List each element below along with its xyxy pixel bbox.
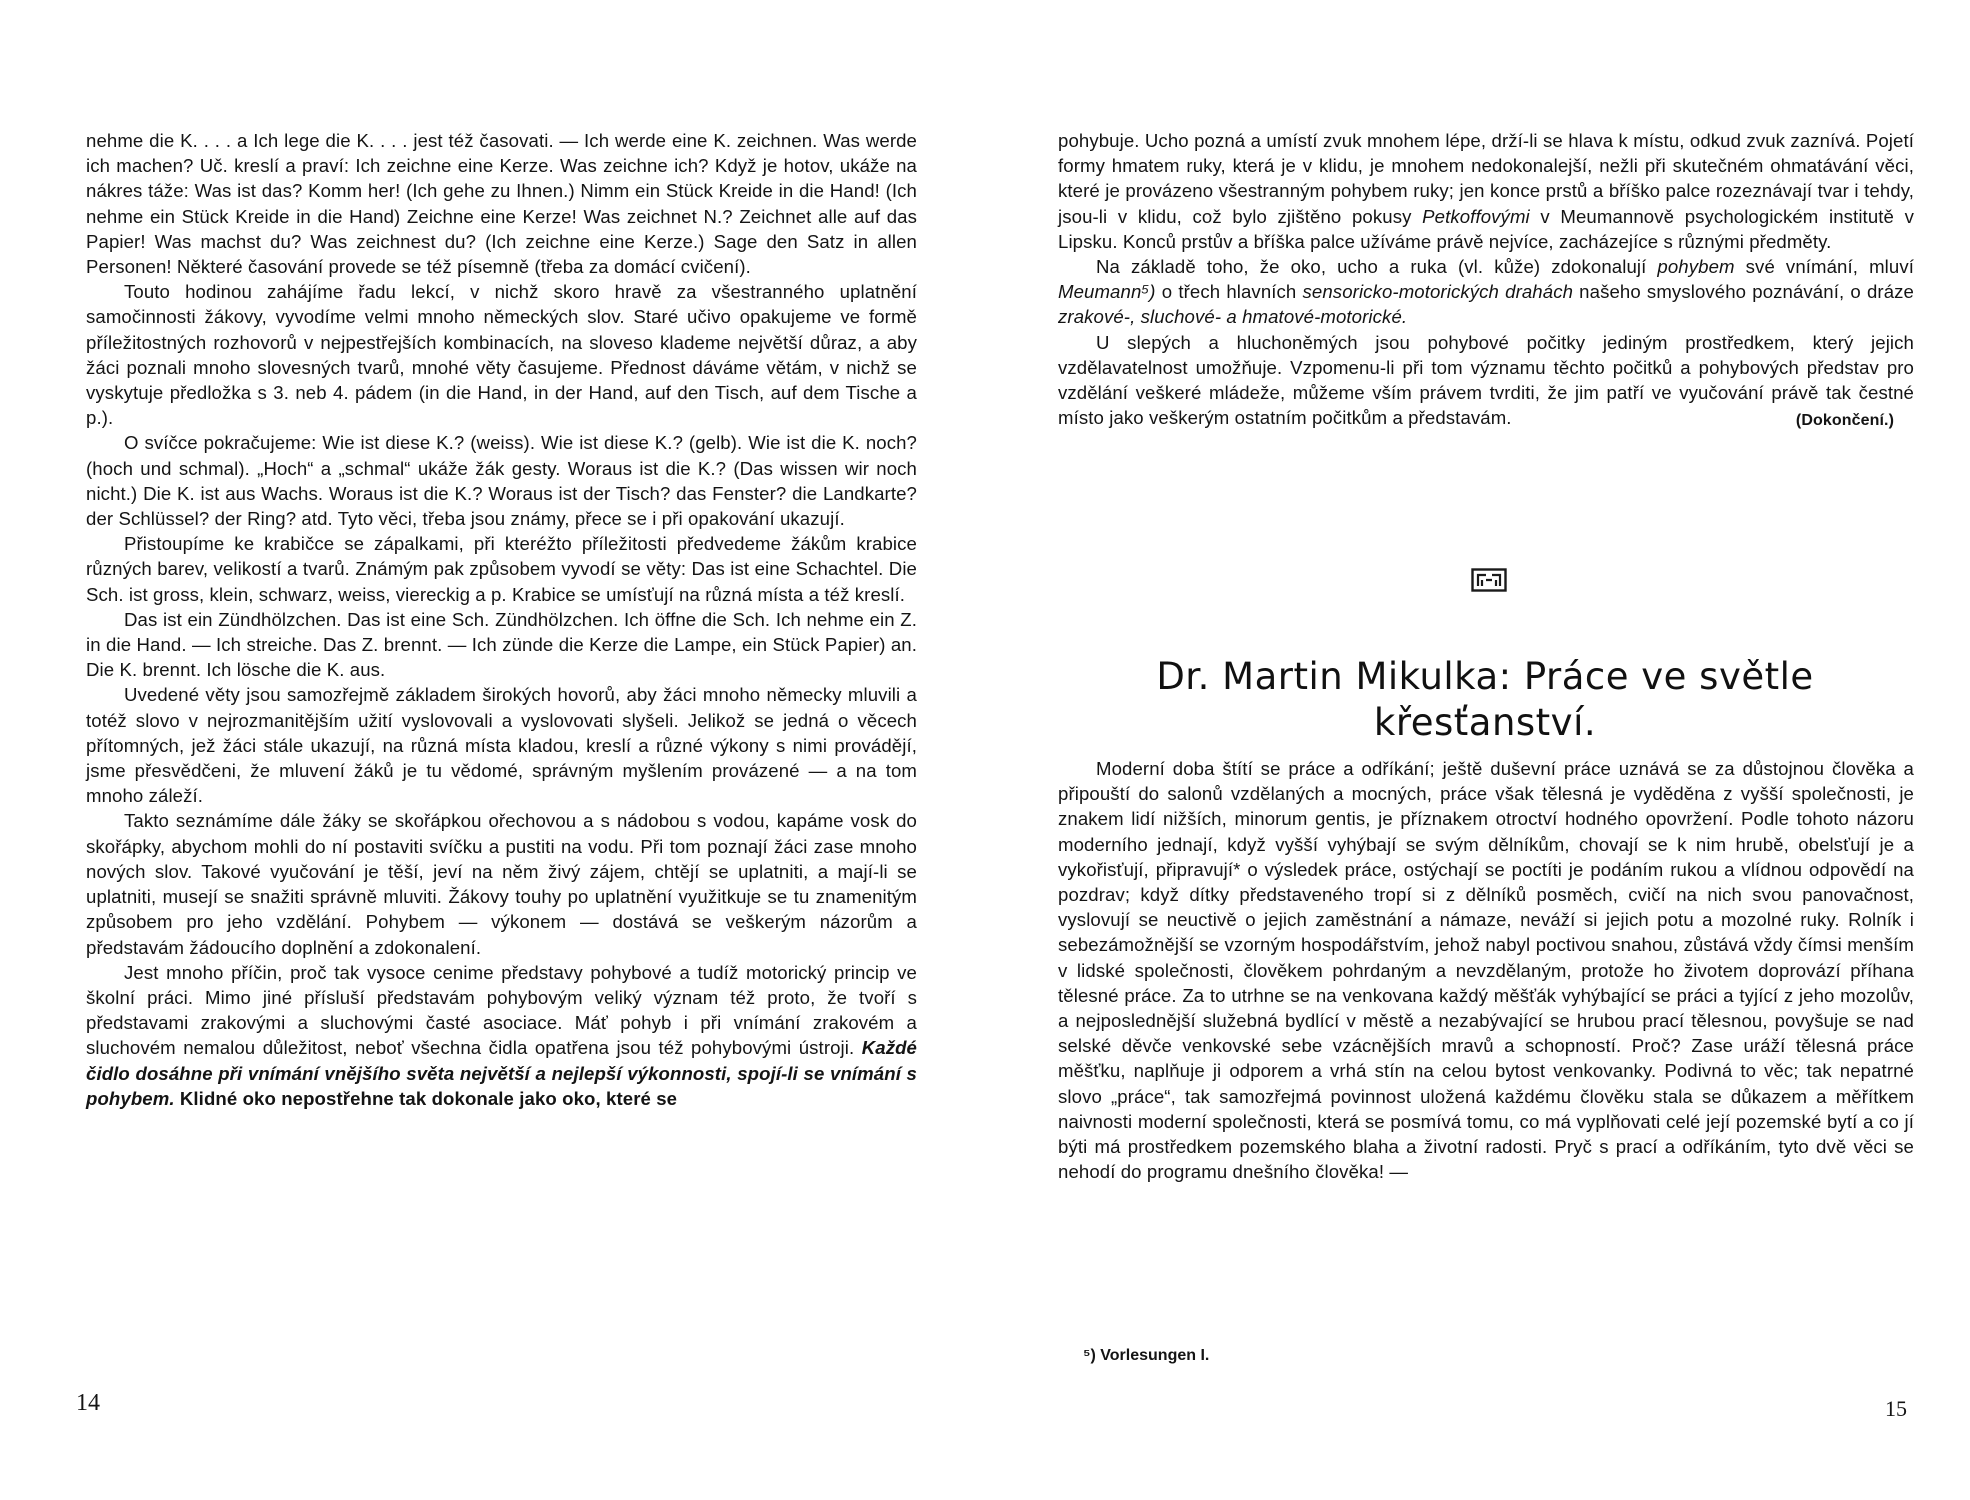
- right-page: [985, 0, 1970, 1500]
- paragraph: Moderní doba štítí se práce a odříkání; ještě duševní práce uznává se za důstojnou člověka a připouští do salonů vzdělaných a mocných, práce však tělesná je vyděděna z vyšší společnosti, je znakem lidí nižších, minorum gentis, je příznakem otroctví hodného opovržení. Podle tohoto názoru moderního jednají, když vyšší vyhýbají se svým dělníkům, chovají se k nim hrubě, obelsťují je a vykořisťují, připravují* o výsledek práce, ostýchají se poctíti je podáním rukou a vlídnou odpovědí na pozdrav; když dítky představeného tropí si z dělníků posměch, cvičí na nich svou panovačnost, vyslovují se neuctivě o jejich zaměstnání a námaze, neváží si jejich potu a mozolné ruky. Rolník i sebezámožnější se vzorným hospodářstvím, jehož nabyl poctivou snahou, zůstává vždy čímsi menším v lidské společnosti, člověkem pohrdaným a nevzdělaným, protože ho životem doprovází příhana tělesné práce. Za to utrhne se na venkovana každý měšťák vyhýbající se práci a tyjící z jeho mozolův, a nejposlednější služebná bydlící v městě a nezabývající se hrubou prací tělesnou, povyšuje se nad selské děvče venkovské sebe vzácnějších mravů a schopností. Proč? Zase uráží tělesná práce měšťku, naplňuje ji odporem a vrhá stín na celou bytost venkovanky. Podivná to věc; tak nepatrné slovo „práce“, tak samozřejmá povinnost uložená každému člověku stala se důkazem a měřítkem naivnosti moderní společnosti, která se posmívá tomu, co má vyplňovati celé její pozemské bytí a co jí býti má prostředkem pozemského blaha a životní radosti. Pryč s prací a odříkáním, tyto dvě věci se nehodí do programu dnešního člověka! —: [1058, 758, 1914, 1183]
- paragraph-text: pohybuje. Ucho pozná a umístí zvuk mnohem lépe, drží-li se hlava k místu, odkud zvuk zaznívá. Pojetí formy hmatem ruky, která je v klidu, je mnohem nedokonalejší, nežli při skutečném ohmatávání věci, které je provázeno všestranným pohybem ruky; jen konce prstů a bříško palce rozeznávají tvar i tehdy, jsou-li v klidu, což bylo zjištěno pokusy: [1058, 130, 1914, 227]
- emphasis-text: pohybem: [1657, 256, 1735, 278]
- paragraph: U slepých a hluchoněmých jsou pohybové počitky jediným prostředkem, který jejich vzdělavatelnost umožňuje. Vzpomenu-li při tom významu těchto počitků a pohybových představ pro vzdělání veškeré mládeže, můžeme vším právem tvrditi, že jim patří ve vyučování právě tak čestné místo jako veškerým ostatním počitkům a představám.: [1058, 331, 1914, 429]
- paragraph-text: své vnímání, mluví: [1734, 256, 1914, 278]
- paragraph: Takto seznámíme dále žáky se skořápkou ořechovou a s nádobou s vodou, kapáme vosk do skořápky, abychom mohli do ní postaviti svíčku a pustiti na vodu. Při tom poznají žáci zase mnoho nových slov. Takové vyučování je těší, jeví na něm živý zájem, chtějí se uplatniti, a mají-li se uplatniti, musejí se snažiti správně mluviti. Žákovy touhy po uplatnění využitkuje se tu znamenitým způsobem pro jeho vzdělání. Pohybem — výkonem — dostává se veškerým názorům a představám žádoucího doplnění a zdokonalení.: [86, 810, 917, 958]
- paragraph-text: o třech hlavních: [1155, 281, 1303, 303]
- paragraph: O svíčce pokračujeme: Wie ist diese K.? (weiss). Wie ist diese K.? (gelb). Wie ist die K. noch? (hoch und schmal). „Hoch“ a „schmal“ ukáže žák gesty. Woraus ist die K.? (Das wissen wir noch nicht.) Die K. ist aus Wachs. Woraus ist die K.? Woraus ist der Tisch? das Fenster? die Landkarte? der Schlüssel? der Ring? atd. Tyto věci, třeba jsou známy, přece se i při opakování ukazují.: [86, 432, 917, 530]
- right-page-text: [1058, 128, 1914, 434]
- article-heading: [1075, 654, 1895, 746]
- left-page-text: [86, 128, 917, 1111]
- continuation-note: (Dokončení.): [1795, 412, 1894, 430]
- decorative-fleuron-icon: [1471, 568, 1507, 592]
- paragraph-text: našeho smyslového poznávání, o dráze: [1573, 281, 1914, 303]
- paragraph: Uvedené věty jsou samozřejmě základem širokých hovorů, aby žáci mnoho německy mluvili a totéž slovo v nejrozmanitějším užití vyslovovali a vyslovovati slyšeli. Jelikož se jedná o věcech přítomných, jež žáci stále ukazují, na různá místa kladou, kreslí a různé výkony s nimi provádějí, jsme přesvědčeni, že mluvení žáků je tu vědomé, správným myšlením provázené — a na tom mnoho záleží.: [86, 684, 917, 807]
- paragraph: nehme die K. . . . a Ich lege die K. . . . jest též časovati. — Ich werde eine K. zeichnen. Was werde ich machen? Uč. kreslí a praví: Ich zeichne eine Kerze. Was zeichne ich? Když je hotov, ukáže na nákres táže: Was ist das? Komm her! (Ich gehe zu Ihnen.) Nimm ein Stück Kreide in die Hand! (Ich nehme ein Stück Kreide in die Hand) Zeichne eine Kerze! Was zeichnet N.? Zeichnet alle auf das Papier! Was machst du? Was zeichnest du? (Ich zeichne eine Kerze.) Sage den Satz in allen Personen! Některé časování provede se též písemně (třeba za domácí cvičení).: [86, 130, 917, 278]
- emphasis-text: Každé čidlo dosáhne při vnímání vnějšího světa největší a nejlepší výkonnosti, spojí-li se vnímání s pohybem.: [86, 1037, 917, 1109]
- heading-line: Dr. Martin Mikulka: Práce ve světle: [1156, 655, 1814, 698]
- paragraph-text: v Meumannově psychologickém institutě v Lipsku. Konců prstův a bříška palce užíváme právě nejvíce, zacházejíce s různými předměty.: [1058, 205, 1914, 252]
- emphasis-text: sensoricko-motorických drahách: [1302, 281, 1574, 303]
- heading-line: křesťanství.: [1373, 701, 1597, 744]
- paragraph: [1058, 254, 1914, 330]
- page-number: 15: [1885, 1396, 1907, 1421]
- emphasis-text: Meumann⁵): [1058, 281, 1156, 303]
- article-text: [1058, 756, 1914, 1184]
- paragraph: [1058, 128, 1914, 254]
- paragraph: Přistoupíme ke krabičce se zápalkami, při kteréžto příležitosti předvedeme žákům krabice různých barev, velikostí a tvarů. Známým pak způsobem vyvodí se věty: Das ist eine Schachtel. Die Sch. ist gross, klein, schwarz, weiss, viereckig a p. Krabice se umísťují na různá místa a též kreslí.: [86, 533, 917, 605]
- emphasis-text: zrakové-, sluchové- a hmatové-motorické.: [1058, 306, 1408, 328]
- page-number: 14: [76, 1390, 100, 1416]
- footnote: ⁵) Vorlesungen I.: [1083, 1347, 1210, 1364]
- paragraph-text: Na základě toho, že oko, ucho a ruka (vl. kůže) zdokonalují: [1096, 256, 1658, 278]
- paragraph-text: Jest mnoho příčin, proč tak vysoce cenime představy pohybové a tudíž motorický princip ve školní práci. Mimo jiné přísluší představám pohybovým veliký význam též proto, že tvoří s představami zrakovými a sluchovými časté asociace. Máť pohyb i při vnímání zrakovém a sluchovém nemalou důležitost, neboť všechna čidla opatřena jsou též pohybovými ústroji.: [86, 961, 917, 1059]
- paragraph-text: Klidné oko nepostřehne tak dokonale jako oko, které se: [174, 1087, 678, 1109]
- paragraph: Touto hodinou zahájíme řadu lekcí, v nichž skoro hravě za všestranného uplatnění samočinnosti žákovy, vyvodíme velmi mnoho německých slov. Staré učivo opakujeme ve formě příležitostných rozhovorů v nejpestřejších kombinacích, na sloveso klademe největší důraz, a aby žáci poznali mnoho slovesných tvarů, mnohé věty časujeme. Přednost dáváme větám, v nichž se vyskytuje předložka s 3. neb 4. pádem (in die Hand, in der Hand, auf den Tisch, auf dem Tische a p.).: [86, 281, 917, 429]
- paragraph: Das ist ein Zündhölzchen. Das ist eine Sch. Zündhölzchen. Ich öffne die Sch. Ich nehme ein Z. in die Hand. — Ich streiche. Das Z. brennt. — Ich zünde die Kerze die Lampe, ein Stück Papier) an. Die K. brennt. Ich lösche die K. aus.: [86, 608, 917, 681]
- paragraph-final: [86, 960, 917, 1111]
- emphasis-text: Petkoffovými: [1422, 205, 1530, 227]
